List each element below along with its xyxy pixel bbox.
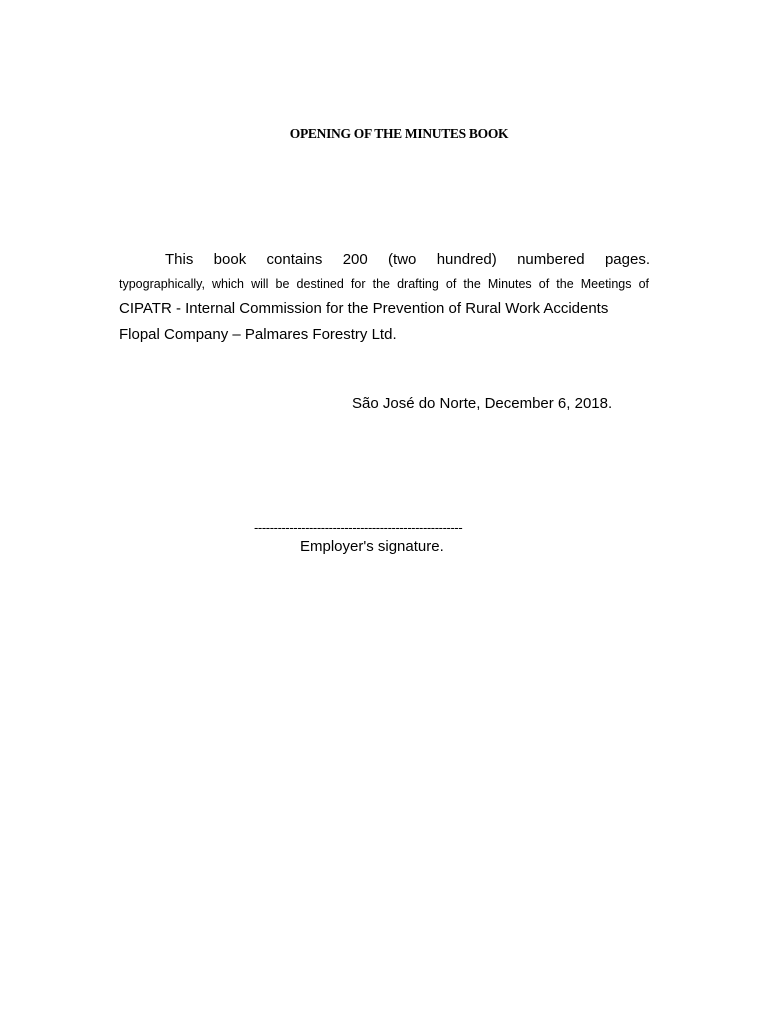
signature-line: -----------------------------------------------------: [254, 520, 463, 535]
document-title: OPENING OF THE MINUTES BOOK: [289, 126, 509, 141]
paragraph-line-1: This book contains 200 (two hundred) numbered pages.: [165, 251, 650, 268]
paragraph-line-3: CIPATR - Internal Commission for the Prevention of Rural Work Accidents: [119, 300, 609, 317]
place-and-date: São José do Norte, December 6, 2018.: [352, 395, 613, 412]
paragraph-line-2: typographically, which will be destined for the drafting of the Minutes of the Meetings of: [119, 277, 649, 291]
signature-label: Employer's signature.: [300, 538, 444, 555]
paragraph-line-4: Flopal Company – Palmares Forestry Ltd.: [119, 326, 397, 343]
